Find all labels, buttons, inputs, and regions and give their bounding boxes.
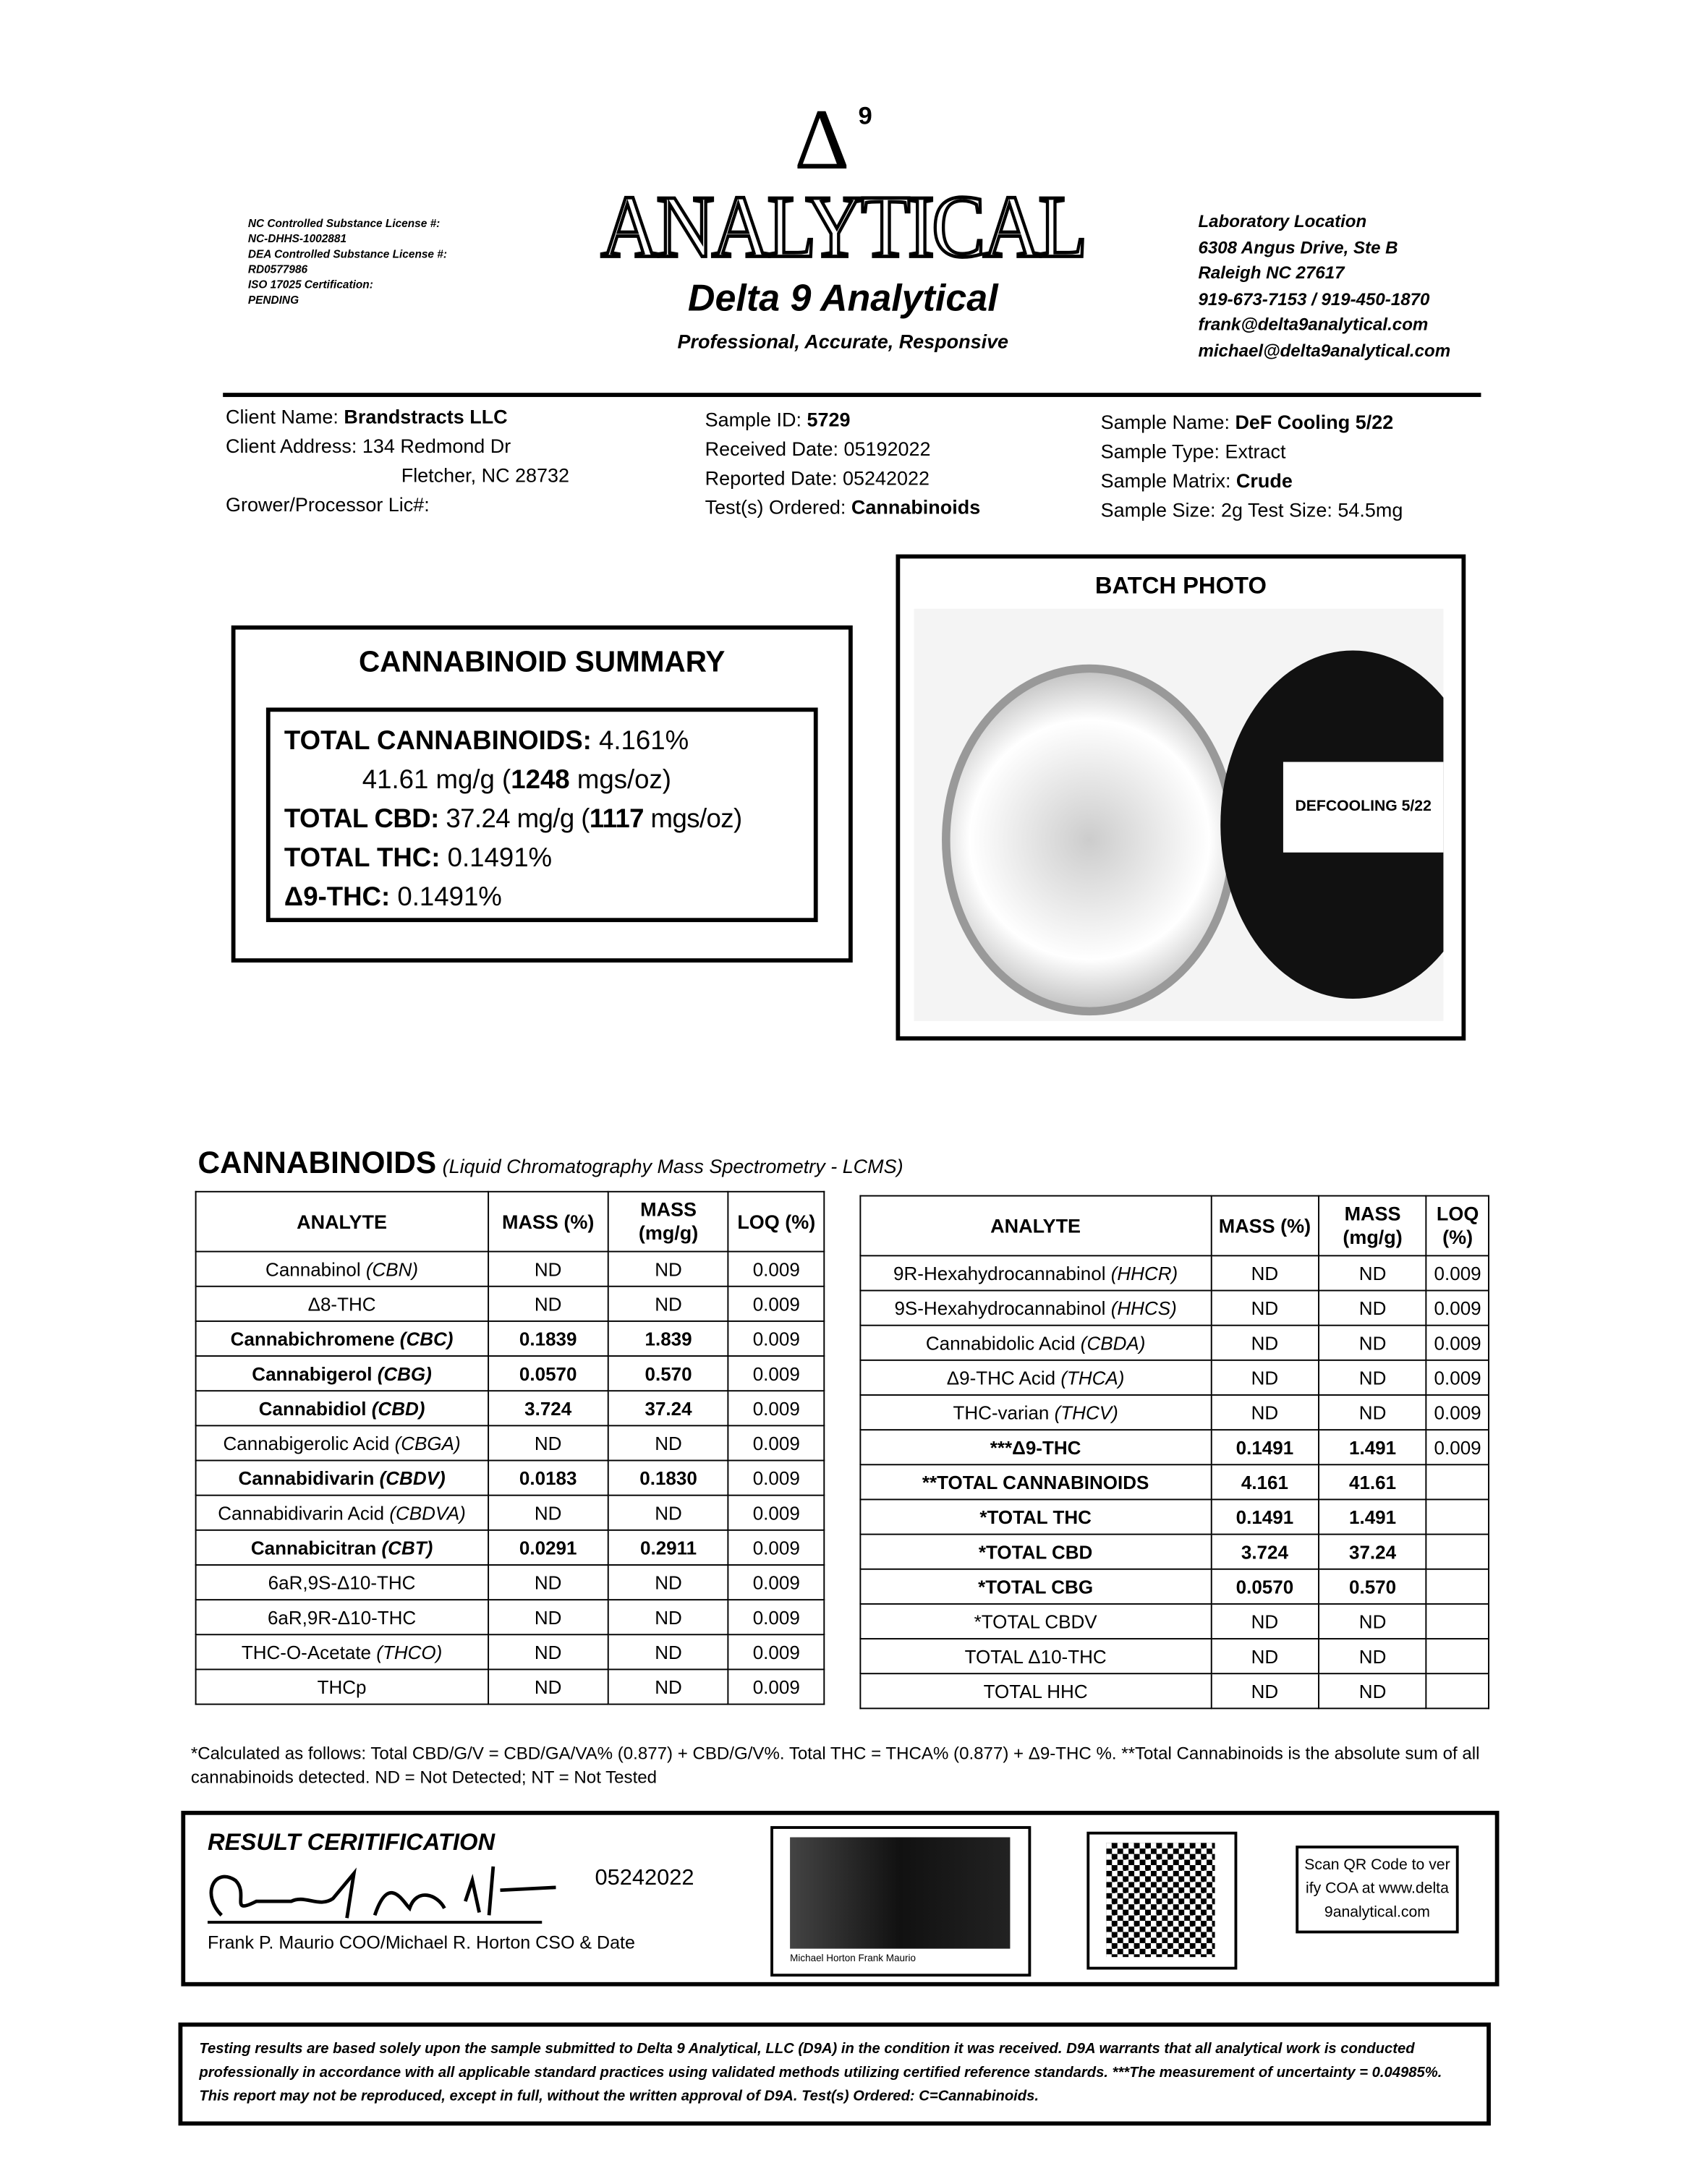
analyte-name: Δ8-THC [307, 1293, 376, 1315]
tests-ordered: Cannabinoids [851, 495, 981, 519]
table-row [860, 1569, 1489, 1604]
loq-cell: 0.009 [1426, 1291, 1489, 1326]
analyte-abbr: (THCO) [376, 1641, 443, 1663]
test-size: 54.5mg [1337, 498, 1403, 521]
signers: Frank P. Maurio COO/Michael R. Horton CSO & Date [207, 1932, 635, 1953]
label: Sample Matrix: [1100, 469, 1231, 492]
photo-caption: Michael Horton Frank Maurio [790, 1954, 916, 1964]
label: Sample Size: [1100, 498, 1216, 521]
license-line: ISO 17025 Certification: [247, 278, 373, 291]
mass-mg-cell: 0.570 [608, 1356, 728, 1391]
analyte-name: Cannabidivarin [238, 1467, 375, 1489]
table-row [196, 1634, 825, 1669]
analyte-abbr: (CBN) [365, 1258, 419, 1280]
loq-cell: 0.009 [728, 1287, 824, 1321]
analyte-name: 6aR,9S-Δ10-THC [268, 1571, 416, 1593]
logo-word: ANALYTICAL [600, 176, 1085, 276]
jar-label: DEFCOOLING 5/22 [1283, 762, 1444, 853]
table-row [860, 1535, 1489, 1569]
mass-percent-cell: 0.1839 [488, 1321, 608, 1356]
mass-mg-cell: 1.839 [608, 1321, 728, 1356]
loq-cell [1426, 1535, 1489, 1569]
analyte-cell [196, 1669, 488, 1704]
analyte-abbr: (THCA) [1060, 1367, 1125, 1389]
license-line: DEA Controlled Substance License #: [247, 247, 447, 261]
loq-cell: 0.009 [1426, 1395, 1489, 1430]
analyte-cell [196, 1252, 488, 1287]
disclaimer: Testing results are based solely upon the sample submitted to Delta 9 Analytical, LLC (D9A) in the condition it was received. D9A warrants that all analytical work is conducted professionally in accordance with all applicable standard practices using validated methods utilizing certified reference standards. ***The measurement of uncertainty = 0.04985%. This report may not be reproduced, except in full, without the written approval of D9A. Test(s) Ordered: C=Cannabinoids. [199, 2040, 1442, 2105]
loq-cell: 0.009 [1426, 1255, 1489, 1290]
analyte-name: *TOTAL THC [979, 1506, 1092, 1527]
analyte-abbr: (CBC) [399, 1328, 454, 1349]
cannabinoids-table-left [195, 1191, 825, 1705]
total-cannabinoids-mg: 41.61 mg/g ( [362, 766, 511, 795]
header-loq: LOQ (%) [1426, 1196, 1489, 1256]
label: Test(s) Ordered: [705, 495, 846, 519]
footnote: *Calculated as follows: Total CBD/G/V = CBD/GA/VA% (0.877) + CBD/G/V%. Total THC = THCA% (0.877) + Δ9-THC %. **Total Cannabinoids is the absolute sum of all cannabinoids detected. ND = Not Detected; NT = Not Tested [190, 1744, 1480, 1788]
header-mass-mg-g: MASS (mg/g) [1319, 1196, 1426, 1256]
mass-percent-cell: ND [488, 1669, 608, 1704]
total-cannabinoids: 4.161% [599, 727, 689, 756]
table-row [196, 1496, 825, 1530]
logo-symbol [794, 93, 892, 189]
photo-image [790, 1838, 1010, 1949]
table-row [860, 1499, 1489, 1534]
loq-cell: 0.009 [728, 1496, 824, 1530]
license-line: NC-DHHS-1002881 [247, 232, 347, 245]
analyte-cell [196, 1634, 488, 1669]
mass-percent-cell: 4.161 [1211, 1464, 1319, 1499]
loq-cell [1426, 1569, 1489, 1604]
lab-location [1198, 209, 1450, 364]
mass-mg-cell: ND [1319, 1326, 1426, 1360]
qr-code[interactable] [1086, 1832, 1237, 1970]
mass-percent-cell: ND [488, 1634, 608, 1669]
mass-percent-cell: ND [1211, 1326, 1319, 1360]
label: Reported Date: [705, 466, 838, 490]
client-info [226, 403, 569, 520]
mass-percent-cell: 3.724 [1211, 1535, 1319, 1569]
tagline: Professional, Accurate, Responsive [677, 330, 1009, 353]
analyte-name: THC-varian [953, 1402, 1050, 1423]
logo-superscript: 9 [858, 101, 872, 130]
mass-mg-cell: 41.61 [1319, 1464, 1426, 1499]
unit: mgs/oz) [569, 766, 672, 795]
mass-percent-cell: ND [488, 1252, 608, 1287]
analyte-abbr: (THCV) [1054, 1402, 1118, 1423]
loq-cell: 0.009 [728, 1356, 824, 1391]
loq-cell: 0.009 [728, 1634, 824, 1669]
analyte-name: TOTAL Δ10-THC [964, 1645, 1107, 1667]
loq-cell: 0.009 [728, 1252, 824, 1287]
sample-id: 5729 [807, 408, 851, 431]
cannabinoid-summary [231, 626, 853, 963]
mass-mg-cell: ND [608, 1425, 728, 1460]
table-row [860, 1430, 1489, 1464]
mass-mg-cell: ND [608, 1565, 728, 1600]
mass-mg-cell: ND [1319, 1291, 1426, 1326]
table-row [860, 1604, 1489, 1639]
client-name: Brandstracts LLC [344, 405, 508, 428]
label: Grower/Processor Lic#: [226, 492, 430, 516]
header-divider [223, 393, 1481, 397]
license-info [248, 216, 447, 308]
reported-date: 05242022 [842, 466, 930, 490]
loq-cell: 0.009 [728, 1600, 824, 1634]
mass-mg-cell: 37.24 [1319, 1535, 1426, 1569]
sample-type: Extract [1225, 440, 1286, 463]
label: TOTAL THC: [284, 844, 441, 874]
logo [543, 176, 1142, 276]
loq-cell [1426, 1604, 1489, 1639]
loq-cell [1426, 1499, 1489, 1534]
mass-mg-cell: ND [608, 1634, 728, 1669]
analyte-name: ***Δ9-THC [990, 1436, 1081, 1458]
cannabinoids-table-right [859, 1195, 1489, 1710]
analyte-name: Cannabigerolic Acid [223, 1432, 390, 1454]
analyte-name: 6aR,9R-Δ10-THC [267, 1606, 417, 1628]
batch-photo-title: BATCH PHOTO [1094, 572, 1267, 600]
analyte-name: 9S-Hexahydrocannabinol [894, 1297, 1106, 1319]
loq-cell: 0.009 [728, 1530, 824, 1565]
analyte-abbr: (HHCS) [1110, 1297, 1177, 1319]
analyte-name: *TOTAL CBDV [974, 1611, 1097, 1632]
mass-percent-cell: 0.0183 [488, 1461, 608, 1496]
mass-mg-cell: ND [608, 1669, 728, 1704]
total-thc: 0.1491% [447, 844, 553, 874]
loq-cell: 0.009 [728, 1461, 824, 1496]
cannabinoids-heading [198, 1145, 903, 1181]
location-line: 6308 Angus Drive, Ste B [1198, 237, 1398, 257]
mass-percent-cell: ND [1211, 1360, 1319, 1395]
analyte-cell [860, 1360, 1211, 1395]
logo-delta: Δ [794, 93, 850, 189]
analyte-cell [860, 1395, 1211, 1430]
mass-percent-cell: ND [488, 1287, 608, 1321]
header-loq: LOQ (%) [728, 1192, 824, 1252]
analyte-cell [196, 1461, 488, 1496]
analyte-name: Cannabicitran [250, 1537, 377, 1558]
analyte-cell [860, 1569, 1211, 1604]
analyte-cell [196, 1600, 488, 1634]
analyte-name: THC-O-Acetate [241, 1641, 372, 1663]
analyte-cell [196, 1391, 488, 1425]
location-line: Laboratory Location [1198, 211, 1367, 231]
mass-mg-cell: ND [1319, 1360, 1426, 1395]
company-name: Delta 9 Analytical [687, 277, 998, 320]
table-row [196, 1669, 825, 1704]
mass-mg-cell: 37.24 [608, 1391, 728, 1425]
analyte-name: Cannabidolic Acid [925, 1332, 1076, 1354]
label: TOTAL CBD: [284, 805, 439, 835]
analyte-cell [196, 1565, 488, 1600]
mass-mg-cell: ND [1319, 1673, 1426, 1708]
analyte-cell [860, 1499, 1211, 1534]
table-row [860, 1639, 1489, 1673]
table-row [196, 1321, 825, 1356]
analyte-abbr: (CBD) [371, 1397, 425, 1419]
analyte-name: Cannabichromene [230, 1328, 395, 1349]
mass-percent-cell: ND [1211, 1255, 1319, 1290]
mass-mg-cell: ND [608, 1287, 728, 1321]
table-row [196, 1425, 825, 1460]
cert-title: RESULT CERITIFICATION [207, 1828, 496, 1856]
table-row [860, 1673, 1489, 1708]
loq-cell: 0.009 [728, 1321, 824, 1356]
total-cannabinoids-oz: 1248 [511, 766, 570, 795]
mass-percent-cell: 0.1491 [1211, 1499, 1319, 1534]
disclaimer-box [179, 2023, 1491, 2126]
label: Client Address: [226, 434, 357, 457]
analyte-name: 9R-Hexahydrocannabinol [893, 1263, 1106, 1284]
mass-mg-cell: ND [1319, 1604, 1426, 1639]
analyte-abbr: (CBT) [381, 1537, 433, 1558]
location-line: Raleigh NC 27617 [1198, 263, 1345, 283]
loq-cell [1426, 1639, 1489, 1673]
mass-percent-cell: ND [1211, 1604, 1319, 1639]
loq-cell: 0.009 [1426, 1326, 1489, 1360]
mass-percent-cell: 0.0291 [488, 1530, 608, 1565]
analyte-name: Δ9-THC Acid [946, 1367, 1056, 1389]
table-row [860, 1395, 1489, 1430]
mass-mg-cell: 1.491 [1319, 1430, 1426, 1464]
table-row [860, 1255, 1489, 1290]
received-date: 05192022 [843, 437, 931, 460]
mass-percent-cell: ND [1211, 1673, 1319, 1708]
analyte-name: THCp [317, 1676, 367, 1697]
mass-mg-cell: 0.570 [1319, 1569, 1426, 1604]
analyte-name: *TOTAL CBG [978, 1576, 1094, 1598]
d9-thc: 0.1491% [397, 883, 502, 913]
analyte-abbr: (CBDVA) [389, 1502, 466, 1524]
loq-cell: 0.009 [728, 1669, 824, 1704]
qr-image [1106, 1843, 1215, 1957]
total-cbd: 37.24 mg/g ( [446, 805, 590, 835]
location-line: 919-673-7153 / 919-450-1870 [1198, 289, 1430, 309]
mass-percent-cell: 0.0570 [1211, 1569, 1319, 1604]
analyte-cell [196, 1496, 488, 1530]
analyte-name: Cannabidivarin Acid [218, 1502, 385, 1524]
mass-percent-cell: ND [488, 1565, 608, 1600]
loq-cell [1426, 1464, 1489, 1499]
location-link[interactable]: frank@delta9analytical.com [1198, 315, 1429, 335]
analyte-abbr: (HHCR) [1110, 1263, 1178, 1284]
analyte-cell [196, 1356, 488, 1391]
table-row [196, 1356, 825, 1391]
header-analyte: ANALYTE [860, 1196, 1211, 1256]
label: Test Size: [1248, 498, 1332, 521]
table-row [196, 1600, 825, 1634]
section-title: CANNABINOIDS [197, 1145, 437, 1180]
analyte-abbr: (CBG) [377, 1362, 432, 1384]
analyte-name: *TOTAL CBD [978, 1541, 1093, 1563]
loq-cell: 0.009 [728, 1391, 824, 1425]
table-header-row [196, 1192, 825, 1252]
mass-percent-cell: 0.1491 [1211, 1430, 1319, 1464]
analyte-cell [860, 1255, 1211, 1290]
analyte-cell [860, 1673, 1211, 1708]
analyte-name: TOTAL HHC [983, 1680, 1088, 1702]
header-mass-mg-g: MASS (mg/g) [608, 1192, 728, 1252]
client-address: 134 Redmond Dr [362, 434, 511, 457]
sample-name: DeF Cooling 5/22 [1235, 411, 1394, 434]
label: TOTAL CANNABINOIDS: [284, 727, 592, 756]
result-certification [181, 1811, 1499, 1987]
table-row [860, 1326, 1489, 1360]
analyte-cell [860, 1604, 1211, 1639]
mass-percent-cell: ND [488, 1600, 608, 1634]
mass-percent-cell: ND [1211, 1395, 1319, 1430]
batch-photo [896, 555, 1466, 1041]
sample-details [1101, 408, 1403, 525]
mass-percent-cell: ND [488, 1425, 608, 1460]
analyte-abbr: (CBGA) [394, 1432, 461, 1454]
table-header-row [860, 1196, 1489, 1256]
label: Sample Name: [1100, 411, 1230, 434]
summary-title: CANNABINOID SUMMARY [359, 646, 726, 679]
sample-matrix: Crude [1235, 469, 1293, 492]
mass-mg-cell: ND [1319, 1395, 1426, 1430]
method: (Liquid Chromatography Mass Spectrometry - LCMS) [442, 1154, 903, 1177]
label: Sample ID: [705, 408, 801, 431]
analyte-cell [860, 1639, 1211, 1673]
table-row [196, 1391, 825, 1425]
analyte-name: Cannabinol [265, 1258, 361, 1280]
header-mass-percent: MASS (%) [1211, 1196, 1319, 1256]
location-link[interactable]: michael@delta9analytical.com [1198, 340, 1451, 360]
sample-size: 2g [1220, 498, 1243, 521]
table-row [196, 1287, 825, 1321]
analyte-abbr: (CBDV) [379, 1467, 446, 1489]
mass-percent-cell: 3.724 [488, 1391, 608, 1425]
signature [194, 1859, 556, 1926]
total-cbd-oz: 1117 [589, 805, 644, 835]
table-row [196, 1565, 825, 1600]
analyte-name: **TOTAL CANNABINOIDS [922, 1471, 1149, 1493]
client-address: Fletcher, NC 28732 [401, 464, 570, 487]
mass-mg-cell: ND [608, 1252, 728, 1287]
table-row [860, 1360, 1489, 1395]
analyte-cell [196, 1530, 488, 1565]
loq-cell: 0.009 [1426, 1360, 1489, 1395]
label: Δ9-THC: [284, 883, 391, 913]
mass-percent-cell: 0.0570 [488, 1356, 608, 1391]
mass-mg-cell: ND [608, 1496, 728, 1530]
mass-mg-cell: 0.1830 [608, 1461, 728, 1496]
summary-values [266, 707, 818, 922]
label: Received Date: [705, 437, 838, 460]
label: Client Name: [226, 405, 339, 428]
jar-lid-image [942, 665, 1237, 1015]
analyte-cell [860, 1291, 1211, 1326]
analyte-cell [860, 1430, 1211, 1464]
label: Sample Type: [1100, 440, 1220, 463]
analyte-cell [860, 1326, 1211, 1360]
mass-percent-cell: ND [488, 1496, 608, 1530]
mass-percent-cell: ND [1211, 1291, 1319, 1326]
loq-cell: 0.009 [728, 1565, 824, 1600]
analyte-cell [196, 1425, 488, 1460]
mass-percent-cell: ND [1211, 1639, 1319, 1673]
table-row [860, 1464, 1489, 1499]
photo-image [914, 609, 1444, 1021]
table-row [196, 1252, 825, 1287]
license-line: RD0577986 [247, 263, 308, 276]
analyte-cell [196, 1287, 488, 1321]
header-analyte: ANALYTE [196, 1192, 488, 1252]
mass-mg-cell: ND [1319, 1255, 1426, 1290]
analyte-name: Cannabidiol [258, 1397, 367, 1419]
table-row [860, 1291, 1489, 1326]
loq-cell: 0.009 [728, 1425, 824, 1460]
qr-instructions: Scan QR Code to verify COA at www.delta9analytical.com [1296, 1846, 1458, 1933]
table-row [196, 1530, 825, 1565]
analyte-cell [860, 1464, 1211, 1499]
license-line: NC Controlled Substance License #: [247, 217, 441, 230]
mass-mg-cell: 0.2911 [608, 1530, 728, 1565]
analyte-abbr: (CBDA) [1080, 1332, 1146, 1354]
license-line: PENDING [247, 294, 299, 307]
header-mass-percent: MASS (%) [488, 1192, 608, 1252]
mass-mg-cell: 1.491 [1319, 1499, 1426, 1534]
mass-mg-cell: ND [608, 1600, 728, 1634]
unit: mgs/oz) [643, 805, 742, 835]
loq-cell: 0.009 [1426, 1430, 1489, 1464]
analyte-name: Cannabigerol [252, 1362, 373, 1384]
table-row [196, 1461, 825, 1496]
mass-mg-cell: ND [1319, 1639, 1426, 1673]
cert-date: 05242022 [595, 1866, 694, 1890]
sample-dates [705, 405, 981, 522]
analyte-cell [196, 1321, 488, 1356]
signer-photo [770, 1826, 1031, 1976]
analyte-cell [860, 1535, 1211, 1569]
loq-cell [1426, 1673, 1489, 1708]
